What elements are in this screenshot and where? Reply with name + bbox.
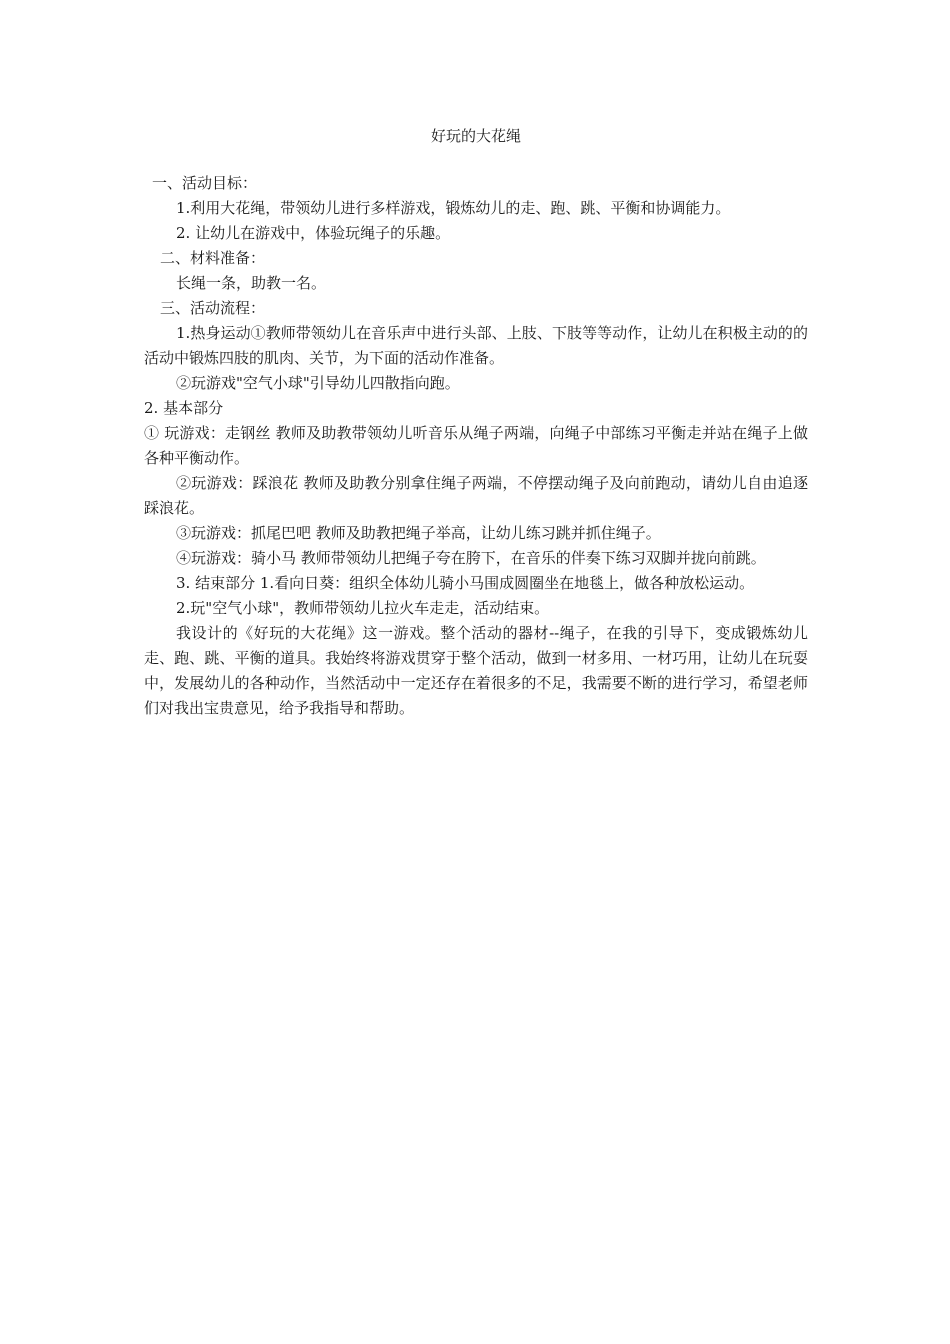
game-waves: ②玩游戏：踩浪花 教师及助教分别拿住绳子两端，不停摆动绳子及向前跑动，请幼儿自由追逐踩浪花。 — [144, 474, 808, 517]
game-pony: ④玩游戏：骑小马 教师带领幼儿把绳子夸在胯下，在音乐的伴奏下练习双脚并拢向前跳。 — [176, 549, 766, 567]
goal-item-2: 2. 让幼儿在游戏中，体验玩绳子的乐趣。 — [176, 224, 451, 242]
reflection-paragraph: 我设计的《好玩的大花绳》这一游戏。整个活动的器材--绳子，在我的引导下，变成锻炼幼儿走、跑、跳、平衡的道具。我始终将游戏贯穿于整个活动，做到一材多用、一材巧用，让幼儿在玩耍中，发展幼儿的各种动作，当然活动中一定还存在着很多的不足，我需要不断的进行学习，希望老师们对我出宝贵意见，给予我指导和帮助。 — [144, 624, 808, 717]
document-title: 好玩的大花绳 — [430, 127, 521, 145]
materials-text: 长绳一条，助教一名。 — [176, 274, 327, 292]
subsection-basic: 2. 基本部分 — [144, 399, 224, 417]
process-warmup: 1.热身运动①教师带领幼儿在音乐声中进行头部、上肢、下肢等等动作，让幼儿在积极主动的的活动中锻炼四肢的肌肉、关节，为下面的活动作准备。 — [144, 324, 808, 367]
game-tail: ③玩游戏：抓尾巴吧 教师及助教把绳子举高，让幼儿练习跳并抓住绳子。 — [176, 524, 661, 542]
document-body — [144, 124, 808, 721]
section-heading-materials: 二、材料准备： — [160, 249, 266, 267]
ending-train: 2.玩"空气小球"，教师带领幼儿拉火车走走，活动结束。 — [176, 599, 550, 617]
section-heading-process: 三、活动流程： — [160, 299, 266, 317]
process-warmup-game: ②玩游戏"空气小球"引导幼儿四散指向跑。 — [176, 374, 460, 392]
goal-item-1: 1.利用大花绳，带领幼儿进行多样游戏，锻炼幼儿的走、跑、跳、平衡和协调能力。 — [176, 199, 731, 217]
subsection-ending: 3. 结束部分 1.看向日葵：组织全体幼儿骑小马围成圆圈坐在地毯上，做各种放松运动。 — [176, 574, 755, 592]
game-tightrope: ① 玩游戏：走钢丝 教师及助教带领幼儿听音乐从绳子两端，向绳子中部练习平衡走并站在绳子上做各种平衡动作。 — [144, 424, 808, 467]
section-heading-goals: 一、活动目标： — [152, 174, 258, 192]
